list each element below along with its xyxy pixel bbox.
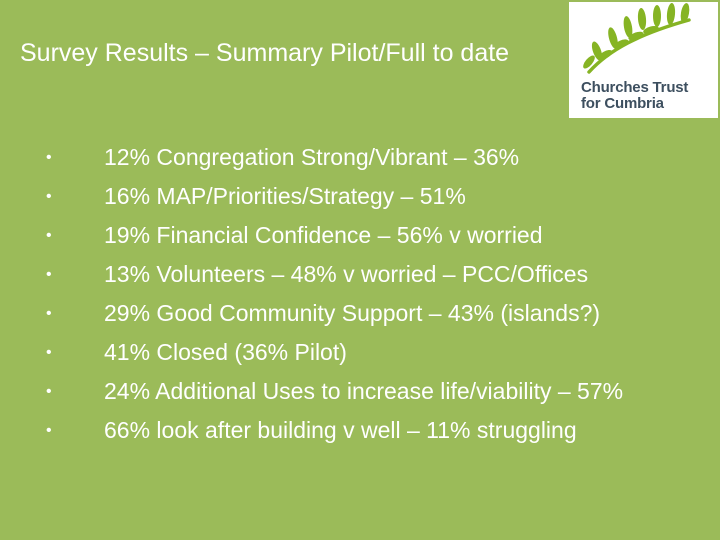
list-item (40, 177, 700, 216)
vine-leaves-icon (569, 2, 718, 82)
churches-trust-logo (569, 2, 718, 118)
bullet-icon: • (46, 266, 52, 283)
list-item-text: 16% MAP/Priorities/Strategy – 51% (104, 183, 466, 209)
bullet-icon: • (46, 227, 52, 244)
list-item (40, 138, 700, 177)
bullet-icon: • (46, 344, 52, 361)
bullet-icon: • (46, 149, 52, 166)
bullet-icon: • (46, 305, 52, 322)
list-item (40, 411, 700, 450)
list-item-text: 66% look after building v well – 11% struggling (104, 417, 577, 443)
bullet-icon: • (46, 383, 52, 400)
list-item-text: 12% Congregation Strong/Vibrant – 36% (104, 144, 520, 170)
list-item-text: 24% Additional Uses to increase life/viability – 57% (104, 378, 624, 404)
list-item (40, 216, 700, 255)
list-item-text: 29% Good Community Support – 43% (islands?) (104, 300, 601, 326)
list-item-text: 19% Financial Confidence – 56% v worried (104, 222, 543, 248)
bullet-icon: • (46, 188, 52, 205)
list-item (40, 333, 700, 372)
list-item (40, 372, 700, 411)
bullet-icon: • (46, 422, 52, 439)
list-item (40, 294, 700, 333)
list-item-text: 13% Volunteers – 48% v worried – PCC/Offices (104, 261, 589, 287)
list-item (40, 255, 700, 294)
results-list (40, 138, 700, 450)
logo-text-line2: for Cumbria (581, 95, 664, 112)
logo-text-line1: Churches Trust (581, 79, 689, 96)
slide-title: Survey Results – Summary Pilot/Full to date (20, 39, 510, 67)
list-item-text: 41% Closed (36% Pilot) (104, 339, 347, 365)
